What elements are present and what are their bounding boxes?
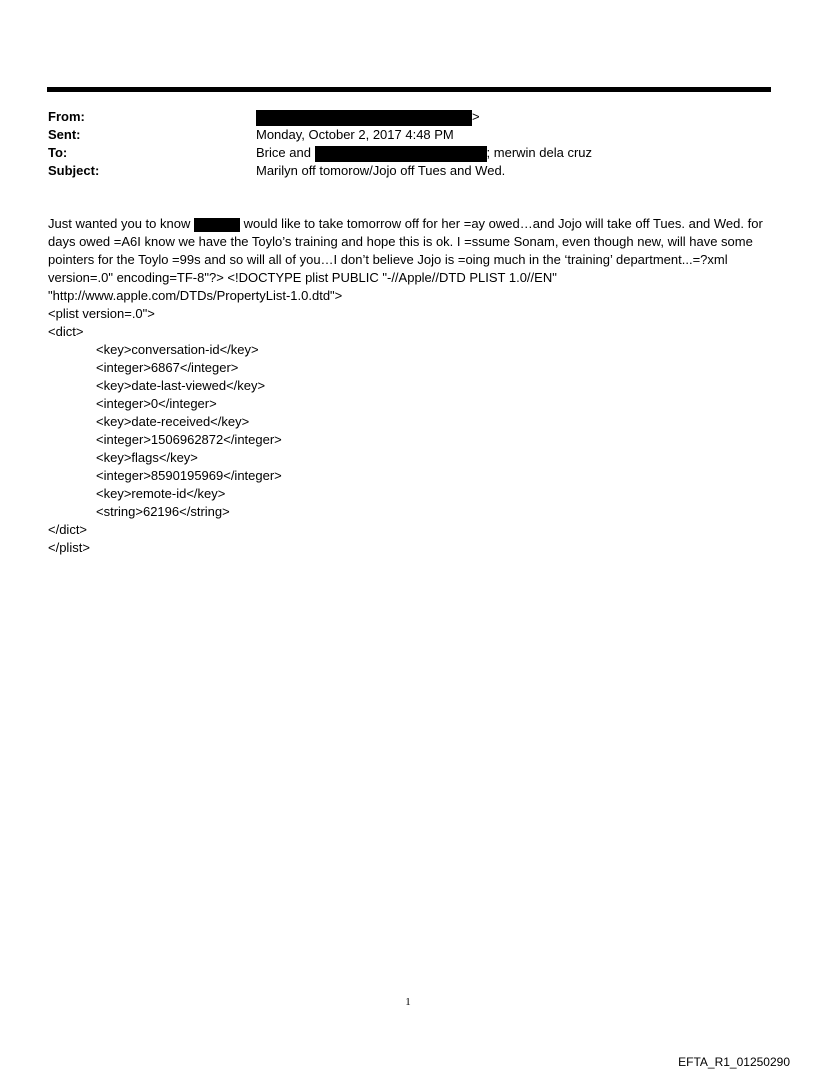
paragraph-rest: would like to take tomorrow off for her =ay owed…and Jojo will take off Tues. and Wed. for days owed =A6I know we have the Toylo’s training and hope this is ok. I =ssume Sonam, even though new, will have some pointers for the Toylo =99s and so will all of you…I don’t believe Jojo is =oing much in the ‘training’ department...=?xml version=.0" encoding=TF-8"?> <!DOCTYPE plist PUBLIC "-//Apple//DTD PLIST 1.0//EN" "http://www.apple.com/DTDs/PropertyList-1.0.dtd"> xyxy=(48,216,763,303)
from-row xyxy=(48,108,768,126)
sent-row xyxy=(48,126,768,144)
to-label: To: xyxy=(48,145,68,160)
redaction-bar xyxy=(315,146,487,162)
code-line: <key>date-received</key> xyxy=(96,414,250,429)
email-body xyxy=(48,215,778,557)
to-value-prefix: Brice and xyxy=(256,145,315,160)
sent-label: Sent: xyxy=(48,127,81,142)
document-id: EFTA_R1_01250290 xyxy=(678,1055,790,1069)
code-line: <integer>0</integer> xyxy=(96,396,217,411)
email-header xyxy=(48,108,768,180)
code-line: <key>conversation-id</key> xyxy=(96,342,259,357)
code-line: <dict> xyxy=(48,324,84,339)
to-value xyxy=(256,144,592,162)
code-line: <key>flags</key> xyxy=(96,450,198,465)
from-value-suffix: > xyxy=(472,109,480,124)
from-label: From: xyxy=(48,109,85,124)
redaction-bar xyxy=(256,110,472,126)
paragraph-start: Just wanted you to know xyxy=(48,216,194,231)
to-value-suffix: ; merwin dela cruz xyxy=(486,145,593,160)
subject-row xyxy=(48,162,768,180)
subject-label: Subject: xyxy=(48,163,100,178)
code-line: <integer>8590195969</integer> xyxy=(96,468,282,483)
from-value xyxy=(256,108,480,126)
code-line: <key>remote-id</key> xyxy=(96,486,226,501)
page-number: 1 xyxy=(405,996,411,1008)
code-line: <plist version=.0"> xyxy=(48,306,155,321)
code-line: <integer>1506962872</integer> xyxy=(96,432,282,447)
code-line: </dict> xyxy=(48,522,88,537)
code-line: <key>date-last-viewed</key> xyxy=(96,378,266,393)
to-row xyxy=(48,144,768,162)
message-paragraph xyxy=(48,215,778,305)
code-line: <string>62196</string> xyxy=(96,504,230,519)
code-line: <integer>6867</integer> xyxy=(96,360,239,375)
sent-value: Monday, October 2, 2017 4:48 PM xyxy=(256,127,454,142)
header-rule xyxy=(47,87,771,92)
code-line: </plist> xyxy=(48,540,90,555)
subject-value: Marilyn off tomorow/Jojo off Tues and Wed. xyxy=(256,163,506,178)
redaction-bar xyxy=(194,218,240,232)
